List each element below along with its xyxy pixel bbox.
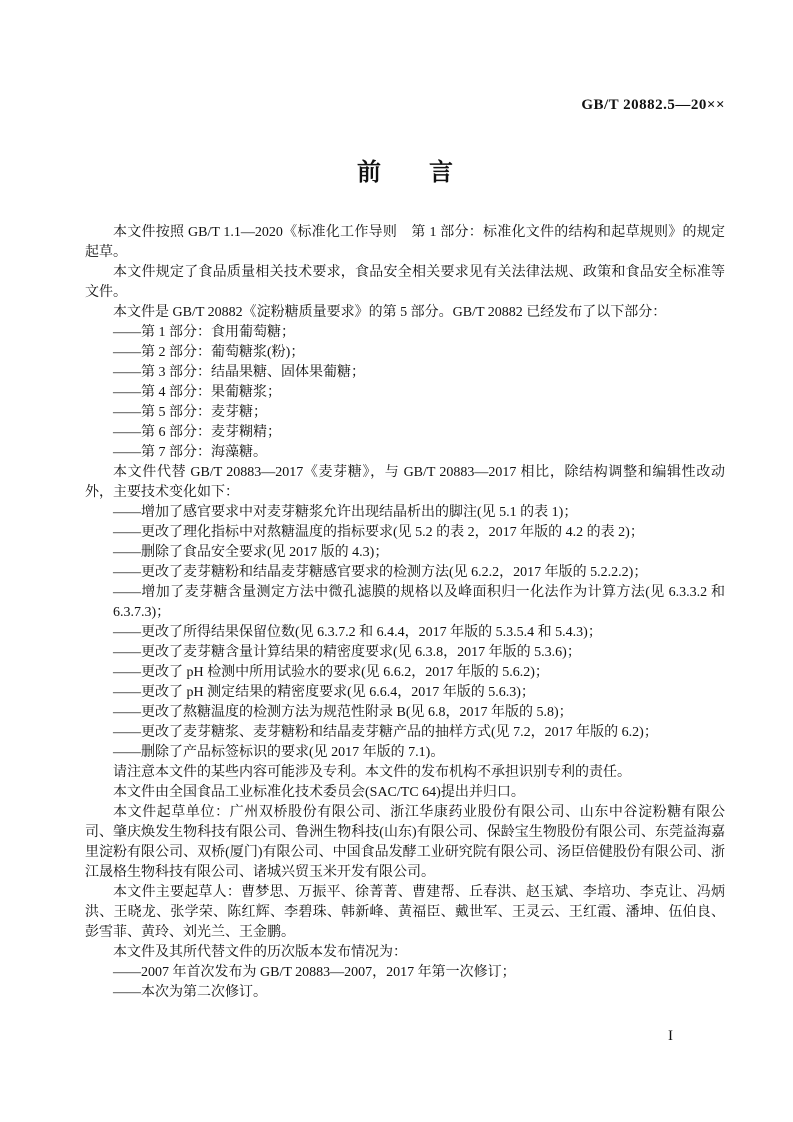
dash-list-item: ——2007 年首次发布为 GB/T 20883—2007，2017 年第一次修订；: [113, 965, 516, 980]
dash-list-item: ——增加了麦芽糖含量测定方法中微孔滤膜的规格以及峰面积归一化法作为计算方法(见 6.3.3.2 和 6.3.7.3)；: [113, 585, 725, 620]
paragraph: 本文件规定了食品质量相关技术要求，食品安全相关要求见有关法律法规、政策和食品安全标准等文件。: [85, 265, 725, 300]
dash-list-item: ——更改了麦芽糖含量计算结果的精密度要求(见 6.3.8，2017 年版的 5.3.6)；: [113, 645, 581, 660]
document-body: [85, 223, 725, 1003]
dash-list-item: ——更改了 pH 测定结果的精密度要求(见 6.6.4，2017 年版的 5.6.3)；: [113, 685, 535, 700]
paragraph: 本文件代替 GB/T 20883—2017《麦芽糖》，与 GB/T 20883—2017 相比，除结构调整和编辑性改动外，主要技术变化如下：: [85, 465, 725, 500]
dash-list-item: ——第 2 部分：葡萄糖浆(粉)；: [113, 345, 305, 360]
dash-list-item: ——第 5 部分：麦芽糖；: [113, 405, 267, 420]
paragraph: 本文件由全国食品工业标准化技术委员会(SAC/TC 64)提出并归口。: [113, 785, 525, 800]
dash-list-item: ——更改了 pH 检测中所用试验水的要求(见 6.6.2，2017 年版的 5.6.2)；: [113, 665, 549, 680]
dash-list-item: ——本次为第二次修订。: [113, 985, 267, 1000]
page-number: I: [668, 1028, 673, 1044]
dash-list-item: ——更改了理化指标中对熬糖温度的指标要求(见 5.2 的表 2，2017 年版的 4.2 的表 2)；: [113, 525, 644, 540]
dash-list-item: ——第 3 部分：结晶果糖、固体果葡糖；: [113, 365, 365, 380]
dash-list-item: ——增加了感官要求中对麦芽糖浆允许出现结晶析出的脚注(见 5.1 的表 1)；: [113, 505, 578, 520]
dash-list-item: ——更改了所得结果保留位数(见 6.3.7.2 和 6.4.4，2017 年版的 5.3.5.4 和 5.4.3)；: [113, 625, 602, 640]
paragraph: 本文件起草单位：广州双桥股份有限公司、浙江华康药业股份有限公司、山东中谷淀粉糖有限公司、肇庆焕发生物科技有限公司、鲁洲生物科技(山东)有限公司、保龄宝生物股份有限公司、东莞益海嘉里淀粉有限公司、双桥(厦门)有限公司、中国食品发酵工业研究院有限公司、汤臣倍健股份有限公司、浙江晟格生物科技有限公司、诸城兴贸玉米开发有限公司。: [85, 805, 725, 880]
paragraph: 本文件是 GB/T 20882《淀粉糖质量要求》的第 5 部分。GB/T 20882 已经发布了以下部分：: [113, 305, 667, 320]
dash-list-item: ——第 4 部分：果葡糖浆；: [113, 385, 281, 400]
paragraph: 本文件主要起草人：曹梦思、万振平、徐菁菁、曹建帮、丘春洪、赵玉斌、李培功、李克让、冯炳洪、王晓龙、张学荣、陈红辉、李碧珠、韩新峰、黄福臣、戴世军、王灵云、王红霞、潘坤、伍伯良、彭雪菲、黄玲、刘光兰、王金鹏。: [85, 885, 725, 940]
page-title: 前 言: [357, 159, 453, 186]
standard-code-header: GB/T 20882.5—20××: [581, 97, 725, 113]
dash-list-item: ——删除了产品标签标识的要求(见 2017 年版的 7.1)。: [113, 745, 445, 760]
dash-list-item: ——删除了食品安全要求(见 2017 版的 4.3)；: [113, 545, 389, 560]
paragraph: 本文件及其所代替文件的历次版本发布情况为：: [113, 945, 407, 960]
dash-list-item: ——第 7 部分：海藻糖。: [113, 445, 267, 460]
dash-list-item: ——第 6 部分：麦芽糊精；: [113, 425, 281, 440]
dash-list-item: ——第 1 部分：食用葡萄糖；: [113, 325, 295, 340]
dash-list-item: ——更改了麦芽糖浆、麦芽糖粉和结晶麦芽糖产品的抽样方式(见 7.2，2017 年版的 6.2)；: [113, 725, 658, 740]
dash-list-item: ——更改了熬糖温度的检测方法为规范性附录 B(见 6.8，2017 年版的 5.8)；: [113, 705, 573, 720]
dash-list-item: ——更改了麦芽糖粉和结晶麦芽糖感官要求的检测方法(见 6.2.2，2017 年版的 5.2.2.2)；: [113, 565, 648, 580]
paragraph: 本文件按照 GB/T 1.1—2020《标准化工作导则 第 1 部分：标准化文件的结构和起草规则》的规定起草。: [85, 225, 725, 260]
paragraph: 请注意本文件的某些内容可能涉及专利。本文件的发布机构不承担识别专利的责任。: [113, 765, 631, 780]
